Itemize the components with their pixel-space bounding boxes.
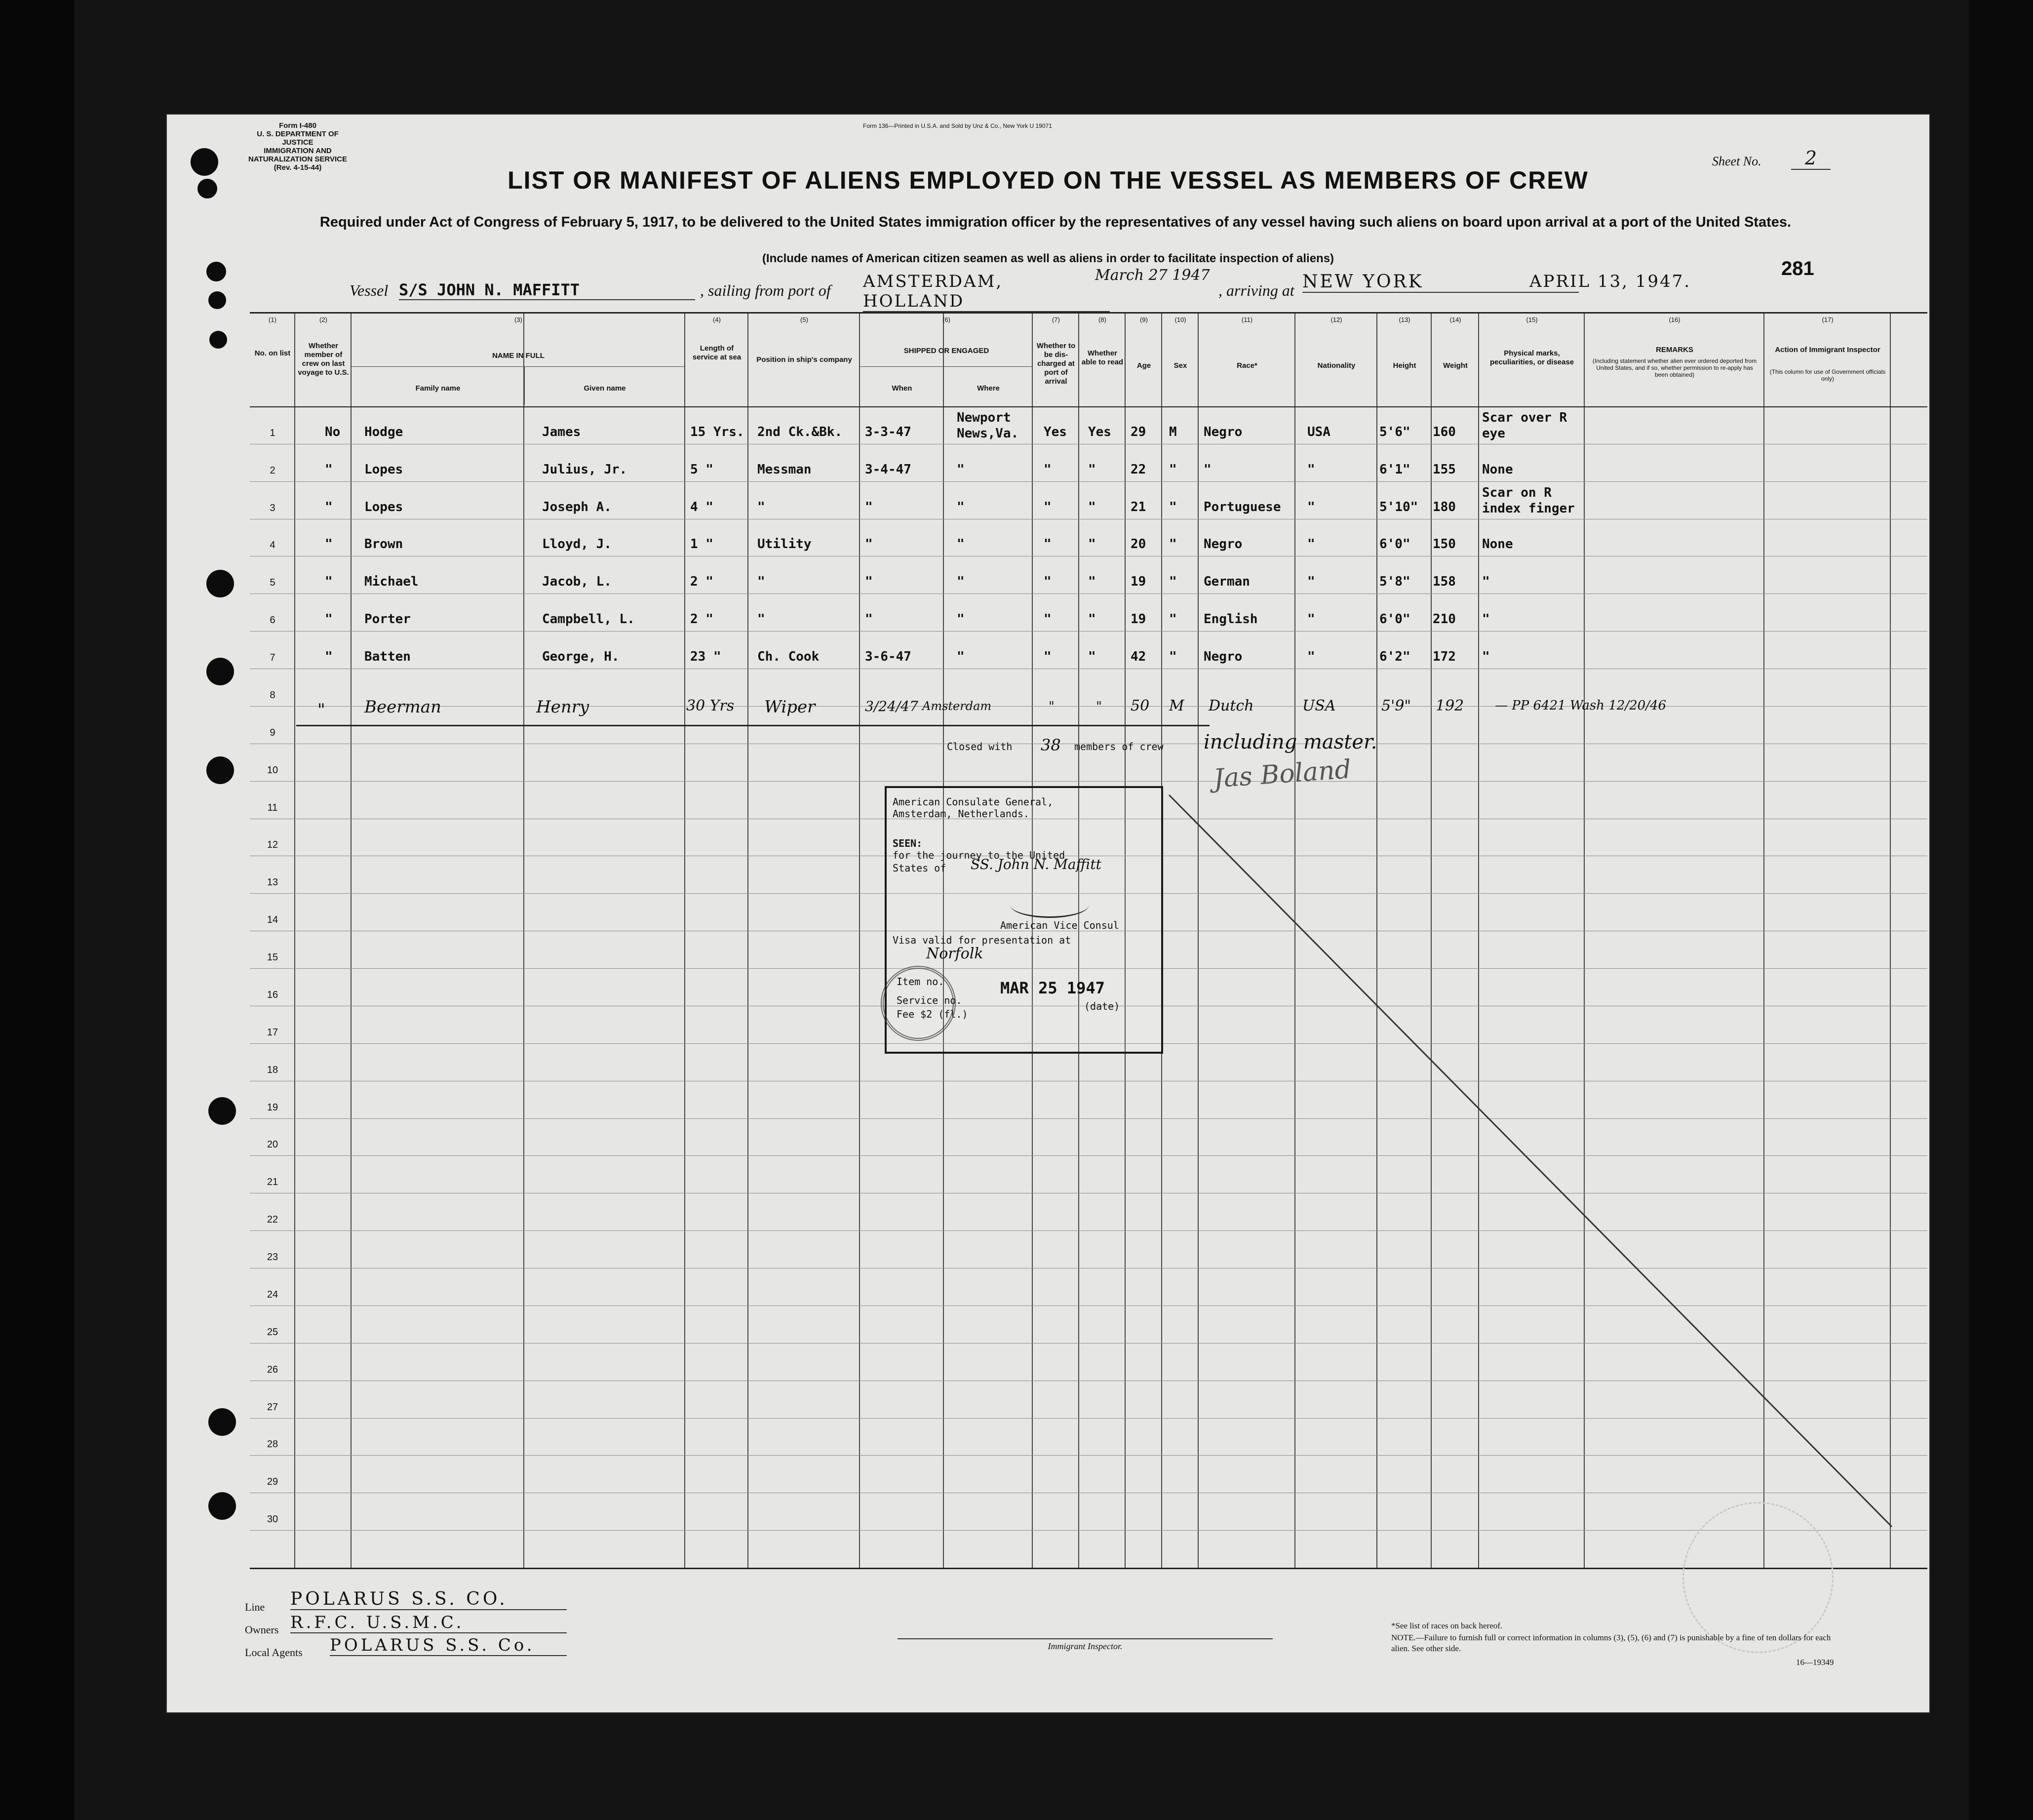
cell-discharged: "	[1044, 462, 1052, 477]
arrival-date: APRIL 13, 1947.	[1529, 272, 1691, 291]
cell-when: "	[865, 574, 873, 590]
cell-given: Joseph A.	[542, 499, 612, 514]
header-sex: Sex	[1173, 361, 1187, 370]
line-value: POLARUS S.S. CO.	[290, 1589, 567, 1610]
cell-sex: "	[1169, 612, 1177, 627]
revision-date: (Rev. 4-15-44)	[274, 163, 322, 172]
line-label: Line	[245, 1601, 265, 1613]
cell-family: Lopes	[364, 462, 403, 477]
cell-height: 5'10"	[1379, 499, 1418, 514]
consulate-fee: Fee $2 (fl.)	[897, 1008, 968, 1020]
header-no-on-list: No. on list	[254, 349, 291, 357]
header-family-name: Family name	[415, 384, 461, 393]
cell-family: Hodge	[364, 424, 403, 439]
cell-last: "	[325, 537, 333, 552]
column-number: (3)	[514, 316, 522, 323]
arriving-label: , arriving at	[1218, 281, 1294, 299]
header-age: Age	[1136, 361, 1151, 370]
row-number: 28	[267, 1439, 278, 1450]
cell-service: 23 "	[690, 649, 721, 665]
cell-discharged: "	[1044, 499, 1052, 514]
consulate-item-no: Item no.	[897, 976, 944, 988]
cell-nationality: "	[1307, 499, 1315, 514]
cell-weight: 150	[1433, 537, 1456, 552]
cell-height: 6'0"	[1379, 612, 1410, 627]
cell-position: 2nd Ck.&Bk.	[757, 424, 843, 439]
cell-marks: None	[1482, 537, 1513, 552]
cell-family: Batten	[364, 649, 411, 665]
row-number: 10	[267, 764, 278, 776]
header-nationality: Nationality	[1317, 361, 1356, 370]
inclusion-note: (Include names of American citizen seamen as well as aliens in order to facilitate inspection of aliens)	[762, 252, 1334, 265]
row-number: 12	[267, 839, 278, 851]
cell-height: 5'6"	[1379, 424, 1410, 439]
header-inspector-note: (This column for use of Government officials only)	[1769, 368, 1886, 382]
row-number: 3	[270, 502, 275, 514]
cell-where: "	[957, 499, 965, 514]
local-agents-value: POLARUS S.S. Co.	[330, 1635, 567, 1656]
cell-age: 50	[1131, 697, 1150, 714]
header-able-to-read: Whether able to read	[1081, 349, 1124, 366]
header-remarks-note: (Including statement whether alien ever ordered deported from United States, and if so, whether permission to re-apply has been obtained)	[1592, 357, 1757, 378]
cell-weight: 210	[1433, 612, 1456, 627]
cell-race: German	[1204, 574, 1250, 590]
cell-last: "	[325, 574, 333, 590]
row-number: 21	[267, 1177, 278, 1188]
column-number: (13)	[1399, 316, 1410, 323]
column-number: (14)	[1449, 316, 1461, 323]
row-number: 22	[267, 1214, 278, 1226]
cell-age: 42	[1131, 649, 1146, 665]
cell-marks: Scar on R index finger	[1482, 485, 1575, 516]
column-number: (16)	[1669, 316, 1681, 323]
cell-where: "	[957, 612, 965, 627]
header-discharged: Whether to be dis-charged at port of arrival	[1036, 342, 1076, 386]
row-number: 25	[267, 1326, 278, 1338]
cell-nationality: "	[1307, 537, 1315, 552]
form-code: 16—19349	[1796, 1658, 1834, 1667]
cell-sex: "	[1169, 574, 1177, 590]
cell-height: 5'8"	[1379, 574, 1410, 590]
column-number: (1)	[269, 316, 276, 323]
cell-sex: "	[1169, 649, 1177, 665]
arriving-port: NEW YORK	[1302, 272, 1579, 293]
cell-last: "	[325, 499, 333, 514]
column-number: (9)	[1140, 316, 1148, 323]
header-where: Where	[977, 384, 1000, 393]
cell-family-name: Beerman	[364, 697, 441, 717]
column-number: (12)	[1330, 316, 1342, 323]
cell-remarks: — PP 6421 Wash 12/20/46	[1495, 698, 1667, 713]
cell-race: Negro	[1204, 649, 1243, 665]
cell-nationality: USA	[1302, 697, 1336, 714]
cell-race: Dutch	[1209, 697, 1254, 714]
cell-discharged: Yes	[1044, 424, 1067, 439]
cell-where: "	[957, 649, 965, 665]
cell-weight: 155	[1433, 462, 1456, 477]
cell-when: "	[865, 612, 873, 627]
cell-where: "	[957, 537, 965, 552]
cell-age: 22	[1131, 462, 1146, 477]
cell-nationality: "	[1307, 574, 1315, 590]
column-number: (8)	[1098, 316, 1106, 323]
service-name: IMMIGRATION AND NATURALIZATION SERVICE	[248, 147, 347, 163]
owners-label: Owners	[245, 1623, 279, 1636]
consulate-port: Norfolk	[926, 945, 983, 962]
cell-height: 6'0"	[1379, 537, 1410, 552]
consulate-line: for the journey to the United	[893, 849, 1065, 861]
cell-race: Negro	[1204, 537, 1243, 552]
cell-read: Yes	[1088, 424, 1111, 439]
cell-read: "	[1088, 499, 1096, 514]
row-number: 30	[267, 1514, 278, 1525]
cell-position: Utility	[757, 537, 812, 552]
cell-position: "	[757, 612, 765, 627]
cell-weight: 192	[1436, 697, 1464, 714]
cell-read: "	[1088, 649, 1096, 665]
cell-discharged: "	[1044, 649, 1052, 665]
cell-nationality: "	[1307, 649, 1315, 665]
header-when: When	[892, 384, 912, 393]
cell-race: Portuguese	[1204, 499, 1281, 514]
local-agents-label: Local Agents	[245, 1646, 303, 1659]
consulate-line: American Consulate General,	[893, 796, 1054, 808]
cell-nationality: USA	[1307, 424, 1330, 439]
row-number: 20	[267, 1139, 278, 1150]
cell-given: Campbell, L.	[542, 612, 635, 627]
cell-service: 4 "	[690, 499, 713, 514]
cell-position: Ch. Cook	[757, 649, 820, 665]
cell-weight: 180	[1433, 499, 1456, 514]
cell-when: 3-6-47	[865, 649, 911, 665]
closed-with-count: 38	[1041, 736, 1061, 754]
consulate-service-no: Service no.	[897, 994, 962, 1006]
header-length-of-service: Length of service at sea	[692, 344, 742, 361]
cell-service: 1 "	[690, 537, 713, 552]
header-weight: Weight	[1443, 361, 1468, 370]
header-remarks: REMARKS	[1656, 346, 1693, 354]
cell-read: "	[1096, 699, 1102, 714]
cell-discharged: "	[1044, 537, 1052, 552]
cell-position: "	[757, 499, 765, 514]
printer-line: Form 136—Printed in U.S.A. and Sold by Unz & Co., New York U 19071	[863, 122, 1052, 129]
cell-last-voyage: "	[317, 700, 325, 720]
cell-read: "	[1088, 537, 1096, 552]
sheet-number-label: Sheet No.	[1712, 154, 1761, 168]
cell-service: 2 "	[690, 574, 713, 590]
cell-marks: "	[1482, 649, 1490, 665]
cell-read: "	[1088, 574, 1096, 590]
row-number: 5	[270, 577, 275, 589]
header-last-voyage: Whether member of crew on last voyage to U.S.	[298, 342, 349, 377]
cell-family: Porter	[364, 612, 411, 627]
inspector-label: Immigrant Inspector.	[1048, 1641, 1123, 1651]
consulate-line: Visa valid for presentation at	[893, 934, 1071, 946]
cell-service: 30 Yrs	[686, 697, 735, 714]
cell-given: Julius, Jr.	[542, 462, 627, 477]
cell-last: No	[325, 424, 341, 439]
cell-age: 19	[1131, 612, 1146, 627]
cell-read: "	[1088, 612, 1096, 627]
closed-with-label: Closed with	[947, 741, 1013, 752]
column-number: (2)	[319, 316, 327, 323]
cell-where: Amsterdam	[922, 699, 992, 713]
row-number: 26	[267, 1364, 278, 1375]
column-number: (10)	[1174, 316, 1186, 323]
cell-age: 29	[1131, 424, 1146, 439]
page-title: LIST OR MANIFEST OF ALIENS EMPLOYED ON THE VESSEL AS MEMBERS OF CREW	[508, 166, 1589, 194]
cell-weight: 160	[1433, 424, 1456, 439]
cell-where: "	[957, 574, 965, 590]
row-number: 29	[267, 1476, 278, 1488]
cell-given: James	[542, 424, 581, 439]
row-number: 23	[267, 1252, 278, 1263]
cell-nationality: "	[1307, 612, 1315, 627]
cell-given: Jacob, L.	[542, 574, 612, 590]
cell-weight: 158	[1433, 574, 1456, 590]
legal-requirement-text: Required under Act of Congress of February 5, 1917, to be delivered to the United States immigration officer by the representatives of any vessel having such aliens on board upon arrival at a port of the United States.	[319, 214, 1792, 230]
cell-sex: M	[1169, 424, 1177, 439]
cell-family: Michael	[364, 574, 419, 590]
races-note: *See list of races on back hereof.	[1391, 1621, 1503, 1630]
stamped-page-number: 281	[1781, 258, 1814, 279]
row-number: 18	[267, 1064, 278, 1075]
row-number: 19	[267, 1102, 278, 1113]
row-number: 27	[267, 1401, 278, 1413]
row-number: 14	[267, 914, 278, 926]
cell-nationality: "	[1307, 462, 1315, 477]
row-number: 16	[267, 989, 278, 1000]
consulate-line: States of	[893, 862, 946, 874]
closed-with-note: including master.	[1204, 731, 1377, 753]
row-number: 9	[270, 727, 275, 738]
sailing-date: March 27 1947	[1095, 267, 1210, 284]
header-inspector-action: Action of Immigrant Inspector	[1775, 346, 1880, 354]
cell-age: 20	[1131, 537, 1146, 552]
cancellation-line	[167, 115, 1929, 1712]
cell-height: 5'9"	[1381, 697, 1411, 714]
header-position: Position in ship's company	[756, 356, 852, 364]
cell-position: Wiper	[764, 697, 816, 717]
cell-discharged: "	[1044, 612, 1052, 627]
owners-value: R.F.C. U.S.M.C.	[290, 1613, 567, 1633]
cell-discharged: "	[1049, 699, 1055, 714]
consulate-seen: SEEN:	[893, 837, 923, 849]
consulate-line: Amsterdam, Netherlands.	[893, 808, 1029, 820]
row-number: 6	[270, 615, 275, 626]
column-number: (6)	[942, 316, 950, 323]
header-physical-marks: Physical marks, peculiarities, or disease	[1489, 349, 1574, 366]
closed-with-suffix: members of crew	[1074, 741, 1164, 752]
cell-when: "	[865, 537, 873, 552]
column-number: (4)	[713, 316, 721, 323]
penalty-note: NOTE.—Failure to furnish full or correct information in columns (3), (5), (6) and (7) is punishable by a fine of ten dollars for each alien. See other side.	[1391, 1633, 1831, 1653]
cell-last: "	[325, 612, 333, 627]
cell-height: 6'2"	[1379, 649, 1410, 665]
cell-service: 15 Yrs.	[690, 424, 744, 439]
header-given-name: Given name	[584, 384, 626, 393]
cell-when: 3-3-47	[865, 424, 911, 439]
consulate-ship-name: SS. John N. Maffitt	[971, 856, 1101, 872]
cell-race: "	[1204, 462, 1212, 477]
sheet-number-value: 2	[1791, 147, 1831, 170]
cell-sex: "	[1169, 462, 1177, 477]
vessel-label: Vessel	[350, 281, 389, 299]
inspector-signature-line	[898, 1638, 1273, 1639]
cell-given-name: Henry	[536, 697, 589, 717]
row-number: 11	[267, 802, 278, 813]
column-number: (5)	[800, 316, 808, 323]
cell-weight: 172	[1433, 649, 1456, 665]
row-number: 13	[267, 877, 278, 888]
cell-service: 2 "	[690, 612, 713, 627]
vessel-name: S/S JOHN N. MAFFITT	[399, 280, 695, 300]
cell-read: "	[1088, 462, 1096, 477]
diagonal-strike	[1169, 795, 1892, 1527]
cell-service: 5 "	[690, 462, 713, 477]
cell-marks: None	[1482, 462, 1513, 477]
row-number: 17	[267, 1027, 278, 1038]
sailing-port: AMSTERDAM, HOLLAND	[863, 272, 1110, 312]
column-number: (11)	[1241, 316, 1253, 323]
cell-where: Newport News,Va.	[957, 410, 1019, 441]
column-number: (15)	[1526, 316, 1538, 323]
row-number: 8	[270, 689, 275, 701]
master-signature: Jas Boland	[1212, 754, 1352, 794]
row-number: 7	[270, 652, 275, 664]
cell-marks: "	[1482, 612, 1490, 627]
column-number: (7)	[1052, 316, 1060, 323]
cell-marks: Scar over R eye	[1482, 410, 1567, 441]
scan-border-right	[1969, 0, 2033, 1820]
cell-sex: "	[1169, 499, 1177, 514]
header-race: Race*	[1237, 361, 1257, 370]
row-number: 4	[270, 540, 275, 551]
cell-when: "	[865, 499, 873, 514]
cell-height: 6'1"	[1379, 462, 1410, 477]
row-number: 15	[267, 952, 278, 963]
department-name: U. S. DEPARTMENT OF JUSTICE	[257, 130, 339, 147]
header-name-in-full: NAME IN FULL	[492, 352, 545, 360]
row-number: 1	[270, 427, 275, 438]
consulate-date-label: (date)	[1084, 1000, 1120, 1012]
column-number: (17)	[1822, 316, 1834, 323]
cell-last: "	[325, 462, 333, 477]
cell-race: Negro	[1204, 424, 1243, 439]
cell-when: 3/24/47	[865, 698, 918, 714]
consulate-date-stamp: MAR 25 1947	[1000, 979, 1105, 997]
cell-sex: M	[1169, 697, 1184, 714]
manifest-sheet	[167, 115, 1929, 1712]
cell-position: Messman	[757, 462, 812, 477]
cell-family: Brown	[364, 537, 403, 552]
cell-race: English	[1204, 612, 1258, 627]
cell-discharged: "	[1044, 574, 1052, 590]
cell-where: "	[957, 462, 965, 477]
cell-given: George, H.	[542, 649, 620, 665]
scan-border-left	[0, 0, 74, 1820]
cell-last: "	[325, 649, 333, 665]
cell-marks: "	[1482, 574, 1490, 590]
consulate-line: American Vice Consul	[1000, 919, 1119, 931]
cell-position: "	[757, 574, 765, 590]
header-shipped-engaged: SHIPPED OR ENGAGED	[903, 347, 989, 355]
form-number: Form I-480	[279, 121, 316, 130]
cell-sex: "	[1169, 537, 1177, 552]
cell-given: Lloyd, J.	[542, 537, 612, 552]
cell-age: 19	[1131, 574, 1146, 590]
sailing-label: , sailing from port of	[700, 281, 831, 299]
row-number: 24	[267, 1289, 278, 1300]
header-height: Height	[1393, 361, 1416, 370]
row-number: 2	[270, 465, 275, 476]
cell-family: Lopes	[364, 499, 403, 514]
cell-age: 21	[1131, 499, 1146, 514]
cell-when: 3-4-47	[865, 462, 911, 477]
